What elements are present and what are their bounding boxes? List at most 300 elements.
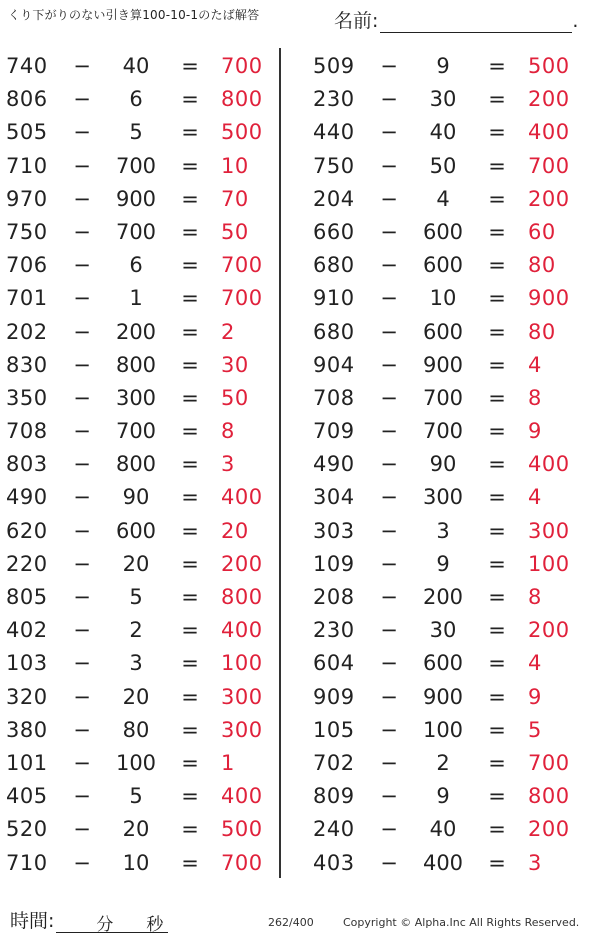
minus-sign: −: [380, 717, 398, 742]
equals-sign: =: [181, 717, 199, 742]
subtrahend: 5: [129, 120, 143, 145]
answer: 100: [528, 551, 570, 576]
minuend: 750: [6, 219, 48, 244]
equals-sign: =: [181, 153, 199, 178]
answer: 30: [221, 352, 249, 377]
answer: 700: [221, 54, 263, 78]
problem-row: [307, 747, 587, 780]
minuend: 490: [6, 485, 48, 510]
minus-sign: −: [380, 419, 398, 444]
problem-row: [0, 747, 280, 780]
answer: 200: [528, 186, 570, 211]
time-label: 時間:: [10, 910, 55, 932]
minuend: 604: [313, 651, 355, 676]
minus-sign: −: [380, 186, 398, 211]
equals-sign: =: [488, 385, 506, 410]
minuend: 505: [6, 120, 48, 145]
problem-row: [307, 581, 587, 614]
equals-sign: =: [181, 286, 199, 311]
problem-row: [307, 780, 587, 813]
minuend: 909: [313, 684, 355, 709]
answer: 4: [528, 352, 542, 377]
subtrahend: 700: [115, 419, 157, 444]
minus-sign: −: [380, 452, 398, 477]
answer: 700: [528, 153, 570, 178]
subtrahend: 600: [422, 651, 464, 676]
minuend: 702: [313, 750, 355, 775]
equals-sign: =: [488, 54, 506, 78]
subtrahend: 600: [422, 319, 464, 344]
equals-sign: =: [488, 651, 506, 676]
minus-sign: −: [380, 817, 398, 842]
problem-row: [0, 614, 280, 647]
minuend: 803: [6, 452, 48, 477]
minus-sign: −: [73, 253, 91, 278]
subtrahend: 9: [436, 784, 450, 809]
subtrahend: 900: [422, 352, 464, 377]
subtrahend: 700: [115, 153, 157, 178]
problem-row: [307, 681, 587, 714]
minuend: 303: [313, 518, 355, 543]
minus-sign: −: [73, 286, 91, 311]
minus-sign: −: [380, 319, 398, 344]
minuend: 103: [6, 651, 48, 676]
minuend: 101: [6, 750, 48, 775]
equals-sign: =: [181, 518, 199, 543]
equals-sign: =: [488, 817, 506, 842]
minus-sign: −: [380, 286, 398, 311]
equals-sign: =: [488, 750, 506, 775]
subtrahend: 600: [422, 219, 464, 244]
equals-sign: =: [181, 684, 199, 709]
minus-sign: −: [380, 518, 398, 543]
answer: 200: [528, 618, 570, 643]
problem-row: [0, 780, 280, 813]
equals-sign: =: [181, 551, 199, 576]
minus-sign: −: [73, 186, 91, 211]
minuend: 709: [313, 419, 355, 444]
minuend: 750: [313, 153, 355, 178]
minuend: 708: [6, 419, 48, 444]
minuend: 710: [6, 850, 48, 875]
subtrahend: 700: [422, 419, 464, 444]
answer: 5: [528, 717, 542, 742]
equals-sign: =: [488, 153, 506, 178]
subtrahend: 600: [115, 518, 157, 543]
problem-row: [307, 282, 587, 315]
equals-sign: =: [488, 219, 506, 244]
problem-row: [307, 50, 587, 83]
subtrahend: 6: [129, 87, 143, 112]
minus-sign: −: [73, 219, 91, 244]
subtrahend: 700: [422, 385, 464, 410]
problem-row: [307, 714, 587, 747]
minus-sign: −: [73, 651, 91, 676]
subtrahend: 5: [129, 585, 143, 609]
problem-row: [0, 714, 280, 747]
problem-row: [0, 681, 280, 714]
problem-row: [307, 515, 587, 548]
answer: 900: [528, 286, 570, 311]
subtrahend: 800: [115, 452, 157, 477]
worksheet-title: くり下がりのない引き算100-10-1のたば解答: [8, 8, 260, 22]
minus-sign: −: [73, 54, 91, 78]
problem-row: [307, 116, 587, 149]
answer: 400: [221, 485, 263, 510]
subtrahend: 300: [115, 385, 157, 410]
problem-row: [0, 548, 280, 581]
problem-row: [307, 847, 587, 880]
name-end: .: [572, 10, 579, 32]
answer: 3: [528, 850, 542, 875]
minutes-label: 分: [96, 915, 114, 935]
subtrahend: 40: [122, 54, 150, 78]
equals-sign: =: [488, 485, 506, 510]
equals-sign: =: [488, 850, 506, 875]
equals-sign: =: [488, 120, 506, 145]
answer: 300: [528, 518, 570, 543]
answer: 10: [221, 153, 249, 178]
right-problem-column: [307, 50, 587, 880]
answer: 2: [221, 319, 235, 344]
answer: 100: [221, 651, 263, 676]
minuend: 706: [6, 253, 48, 278]
minuend: 680: [313, 319, 355, 344]
subtrahend: 3: [436, 518, 450, 543]
minus-sign: −: [380, 153, 398, 178]
equals-sign: =: [488, 286, 506, 311]
subtrahend: 100: [115, 750, 157, 775]
minuend: 708: [313, 385, 355, 410]
answer: 700: [528, 750, 570, 775]
time-field: [10, 906, 168, 933]
subtrahend: 5: [129, 784, 143, 809]
equals-sign: =: [488, 518, 506, 543]
subtrahend: 20: [122, 551, 150, 576]
minus-sign: −: [73, 585, 91, 609]
equals-sign: =: [488, 585, 506, 609]
subtrahend: 300: [422, 485, 464, 510]
minuend: 520: [6, 817, 48, 842]
minuend: 970: [6, 186, 48, 211]
equals-sign: =: [181, 850, 199, 875]
minus-sign: −: [73, 419, 91, 444]
equals-sign: =: [181, 385, 199, 410]
minus-sign: −: [73, 352, 91, 377]
subtrahend: 40: [429, 817, 457, 842]
subtrahend: 4: [436, 186, 450, 211]
answer: 400: [221, 784, 263, 809]
minus-sign: −: [73, 717, 91, 742]
minus-sign: −: [73, 452, 91, 477]
minus-sign: −: [73, 618, 91, 643]
equals-sign: =: [181, 452, 199, 477]
answer: 60: [528, 219, 556, 244]
answer: 50: [221, 219, 249, 244]
subtrahend: 1: [129, 286, 143, 311]
minus-sign: −: [73, 784, 91, 809]
problem-row: [307, 382, 587, 415]
minus-sign: −: [73, 120, 91, 145]
minuend: 202: [6, 319, 48, 344]
problem-row: [0, 515, 280, 548]
equals-sign: =: [488, 551, 506, 576]
problem-row: [307, 548, 587, 581]
subtrahend: 20: [122, 817, 150, 842]
subtrahend: 200: [115, 319, 157, 344]
answer: 9: [528, 684, 542, 709]
left-problem-column: [0, 50, 280, 880]
minus-sign: −: [380, 54, 398, 78]
minuend: 208: [313, 585, 355, 609]
minuend: 740: [6, 54, 48, 78]
name-line[interactable]: [380, 12, 572, 33]
subtrahend: 2: [436, 750, 450, 775]
minus-sign: −: [73, 319, 91, 344]
problem-row: [0, 813, 280, 846]
problem-row: [0, 83, 280, 116]
minus-sign: −: [380, 219, 398, 244]
equals-sign: =: [488, 87, 506, 112]
minuend: 440: [313, 120, 355, 145]
problem-row: [0, 249, 280, 282]
minus-sign: −: [380, 618, 398, 643]
equals-sign: =: [181, 352, 199, 377]
answer: 20: [221, 518, 249, 543]
minus-sign: −: [380, 87, 398, 112]
minuend: 809: [313, 784, 355, 809]
minuend: 805: [6, 585, 48, 609]
answer: 8: [528, 385, 542, 410]
equals-sign: =: [181, 319, 199, 344]
minus-sign: −: [380, 485, 398, 510]
answer: 80: [528, 253, 556, 278]
problem-row: [307, 249, 587, 282]
equals-sign: =: [181, 585, 199, 609]
problem-row: [0, 647, 280, 680]
equals-sign: =: [181, 651, 199, 676]
equals-sign: =: [488, 186, 506, 211]
answer: 70: [221, 186, 249, 211]
minus-sign: −: [73, 87, 91, 112]
minus-sign: −: [380, 684, 398, 709]
equals-sign: =: [488, 452, 506, 477]
problem-row: [307, 349, 587, 382]
subtrahend: 3: [129, 651, 143, 676]
minuend: 350: [6, 385, 48, 410]
equals-sign: =: [488, 784, 506, 809]
minus-sign: −: [380, 120, 398, 145]
subtrahend: 20: [122, 684, 150, 709]
minuend: 910: [313, 286, 355, 311]
subtrahend: 30: [429, 618, 457, 643]
minus-sign: −: [380, 784, 398, 809]
minus-sign: −: [380, 750, 398, 775]
subtrahend: 200: [422, 585, 464, 609]
equals-sign: =: [488, 419, 506, 444]
minus-sign: −: [380, 385, 398, 410]
minuend: 304: [313, 485, 355, 510]
minuend: 380: [6, 717, 48, 742]
minuend: 240: [313, 817, 355, 842]
problem-row: [0, 316, 280, 349]
problem-row: [0, 481, 280, 514]
problem-row: [307, 316, 587, 349]
name-label: 名前:: [334, 10, 379, 32]
equals-sign: =: [181, 219, 199, 244]
equals-sign: =: [181, 87, 199, 112]
minuend: 660: [313, 219, 355, 244]
subtrahend: 80: [122, 717, 150, 742]
problem-row: [0, 50, 280, 83]
equals-sign: =: [181, 419, 199, 444]
minus-sign: −: [73, 750, 91, 775]
answer: 80: [528, 319, 556, 344]
problem-row: [307, 183, 587, 216]
minus-sign: −: [380, 850, 398, 875]
problem-row: [0, 415, 280, 448]
answer: 800: [221, 87, 263, 112]
subtrahend: 600: [422, 253, 464, 278]
minus-sign: −: [73, 684, 91, 709]
minuend: 806: [6, 87, 48, 112]
equals-sign: =: [488, 352, 506, 377]
problem-row: [307, 83, 587, 116]
problem-row: [0, 282, 280, 315]
minuend: 710: [6, 153, 48, 178]
subtrahend: 2: [129, 618, 143, 643]
minus-sign: −: [380, 651, 398, 676]
minuend: 230: [313, 618, 355, 643]
equals-sign: =: [181, 54, 199, 78]
subtrahend: 900: [115, 186, 157, 211]
answer: 700: [221, 286, 263, 311]
minuend: 904: [313, 352, 355, 377]
minuend: 320: [6, 684, 48, 709]
problem-row: [307, 647, 587, 680]
problem-row: [307, 448, 587, 481]
subtrahend: 50: [429, 153, 457, 178]
answer: 400: [221, 618, 263, 643]
answer: 1: [221, 750, 235, 775]
minus-sign: −: [73, 385, 91, 410]
answer: 500: [221, 120, 263, 145]
answer: 300: [221, 717, 263, 742]
equals-sign: =: [181, 120, 199, 145]
minus-sign: −: [73, 485, 91, 510]
equals-sign: =: [181, 817, 199, 842]
subtrahend: 10: [122, 850, 150, 875]
problem-row: [307, 150, 587, 183]
problem-row: [307, 216, 587, 249]
subtrahend: 30: [429, 87, 457, 112]
minus-sign: −: [73, 551, 91, 576]
problem-row: [0, 349, 280, 382]
subtrahend: 10: [429, 286, 457, 311]
seconds-label: 秒: [146, 915, 164, 935]
minuend: 701: [6, 286, 48, 311]
minuend: 830: [6, 352, 48, 377]
page-number: 262/400: [268, 916, 314, 929]
answer: 500: [528, 54, 570, 78]
time-line[interactable]: [56, 912, 168, 933]
answer: 400: [528, 452, 570, 477]
minuend: 220: [6, 551, 48, 576]
minus-sign: −: [380, 585, 398, 609]
answer: 500: [221, 817, 263, 842]
answer: 700: [221, 253, 263, 278]
problem-row: [0, 150, 280, 183]
minuend: 105: [313, 717, 355, 742]
problem-row: [0, 448, 280, 481]
answer: 200: [528, 817, 570, 842]
subtrahend: 100: [422, 717, 464, 742]
problem-row: [307, 481, 587, 514]
minus-sign: −: [73, 817, 91, 842]
subtrahend: 9: [436, 54, 450, 78]
equals-sign: =: [181, 253, 199, 278]
subtrahend: 90: [122, 485, 150, 510]
minus-sign: −: [380, 551, 398, 576]
equals-sign: =: [181, 618, 199, 643]
equals-sign: =: [181, 784, 199, 809]
minus-sign: −: [380, 352, 398, 377]
problem-row: [0, 847, 280, 880]
minus-sign: −: [73, 518, 91, 543]
minuend: 620: [6, 518, 48, 543]
problem-row: [0, 382, 280, 415]
subtrahend: 800: [115, 352, 157, 377]
equals-sign: =: [488, 319, 506, 344]
answer: 800: [528, 784, 570, 809]
subtrahend: 400: [422, 850, 464, 875]
answer: 400: [528, 120, 570, 145]
copyright-notice: Copyright © Alpha.Inc All Rights Reserved.: [343, 916, 580, 929]
minuend: 403: [313, 850, 355, 875]
answer: 200: [528, 87, 570, 112]
name-field: [334, 6, 578, 33]
minuend: 402: [6, 618, 48, 643]
minus-sign: −: [73, 153, 91, 178]
equals-sign: =: [181, 750, 199, 775]
problem-row: [0, 216, 280, 249]
problem-row: [0, 183, 280, 216]
subtrahend: 900: [422, 684, 464, 709]
minuend: 680: [313, 253, 355, 278]
minuend: 230: [313, 87, 355, 112]
minuend: 204: [313, 186, 355, 211]
equals-sign: =: [488, 618, 506, 643]
answer: 9: [528, 419, 542, 444]
minus-sign: −: [73, 850, 91, 875]
equals-sign: =: [488, 717, 506, 742]
subtrahend: 9: [436, 551, 450, 576]
answer: 8: [528, 585, 542, 609]
answer: 700: [221, 850, 263, 875]
problem-row: [0, 581, 280, 614]
equals-sign: =: [181, 485, 199, 510]
subtrahend: 40: [429, 120, 457, 145]
minus-sign: −: [380, 253, 398, 278]
minuend: 490: [313, 452, 355, 477]
problem-row: [0, 116, 280, 149]
minuend: 109: [313, 551, 355, 576]
answer: 300: [221, 684, 263, 709]
answer: 800: [221, 585, 263, 609]
problem-row: [307, 813, 587, 846]
answer: 4: [528, 485, 542, 510]
answer: 8: [221, 419, 235, 444]
